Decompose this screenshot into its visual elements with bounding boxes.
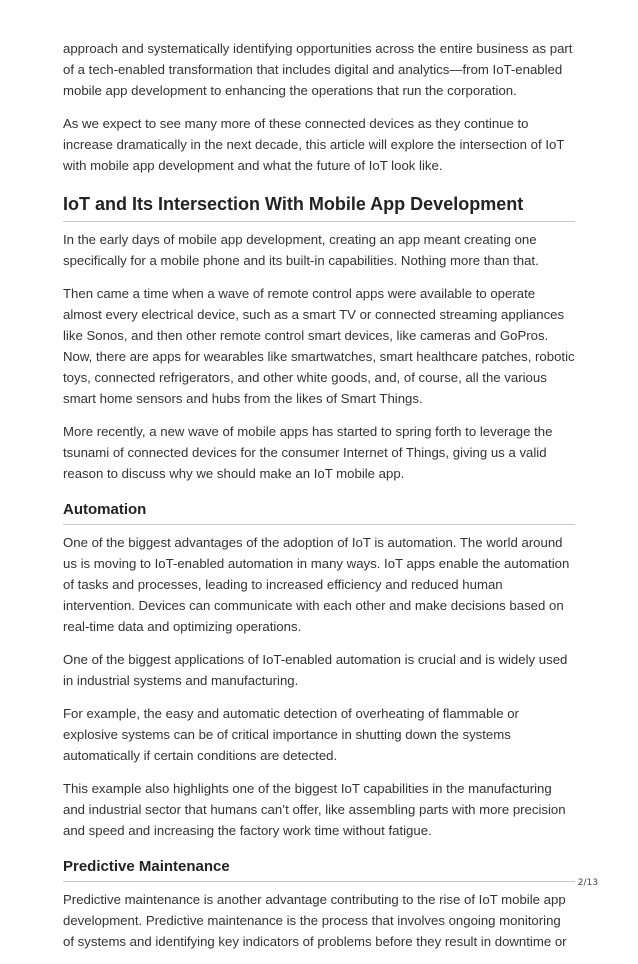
section1-paragraph-2: Then came a time when a wave of remote control apps were available to operate almost every electrical device, such as a smart TV or connected streaming appliances like Sonos, and then other remote control smart devices, like cameras and GoPros. Now, there are apps for wearables like smartwatches, smart healthcare patches, robotic toys, connected refrigerators, and other white goods, and, of course, all the various smart home sensors and hubs from the likes of Smart Things. <box>63 286 575 406</box>
subheading-automation: Automation <box>63 500 575 525</box>
automation-paragraph-1: One of the biggest advantages of the adoption of IoT is automation. The world around us is moving to IoT-enabled automation in many ways. IoT apps enable the automation of tasks and processes, leading to increased efficiency and reduced human intervention. Devices can communicate with each other and make decisions based on real-time data and optimizing operations. <box>63 535 570 634</box>
section-heading-iot-intersection: IoT and Its Intersection With Mobile App Development <box>63 192 575 222</box>
section1-paragraph-3: More recently, a new wave of mobile apps has started to spring forth to leverage the tsunami of connected devices for the consumer Internet of Things, giving us a valid reason to discuss why we should make an IoT mobile app. <box>63 424 553 481</box>
section1-paragraph-1: In the early days of mobile app development, creating an app meant creating one specifically for a mobile phone and its built-in capabilities. Nothing more than that. <box>63 232 539 268</box>
automation-paragraph-2: One of the biggest applications of IoT-enabled automation is crucial and is widely used in industrial systems and manufacturing. <box>63 652 568 688</box>
automation-paragraph-4: This example also highlights one of the biggest IoT capabilities in the manufacturing and industrial sector that humans can’t offer, like assembling parts with more precision and speed and increasing the factory work time without fatigue. <box>63 781 566 838</box>
subheading-predictive-maintenance: Predictive Maintenance <box>63 857 575 882</box>
predictive-paragraph-1: Predictive maintenance is another advantage contributing to the rise of IoT mobile app development. Predictive maintenance is the process that involves ongoing monitoring of systems and identifying key indicators of problems before they result in downtime or <box>63 892 567 949</box>
intro-paragraph-2: As we expect to see many more of these connected devices as they continue to increase dramatically in the next decade, this article will explore the intersection of IoT with mobile app development and what the future of IoT look like. <box>63 116 565 173</box>
page-number: 2/13 <box>577 878 598 888</box>
intro-paragraph-1: approach and systematically identifying opportunities across the entire business as part of a tech-enabled transformation that includes digital and analytics—from IoT-enabled mobile app development to enhancing the operations that run the corporation. <box>63 41 573 98</box>
automation-paragraph-3: For example, the easy and automatic detection of overheating of flammable or explosive systems can be of critical importance in shutting down the systems automatically if certain conditions are detected. <box>63 706 519 763</box>
document-page <box>63 38 575 964</box>
